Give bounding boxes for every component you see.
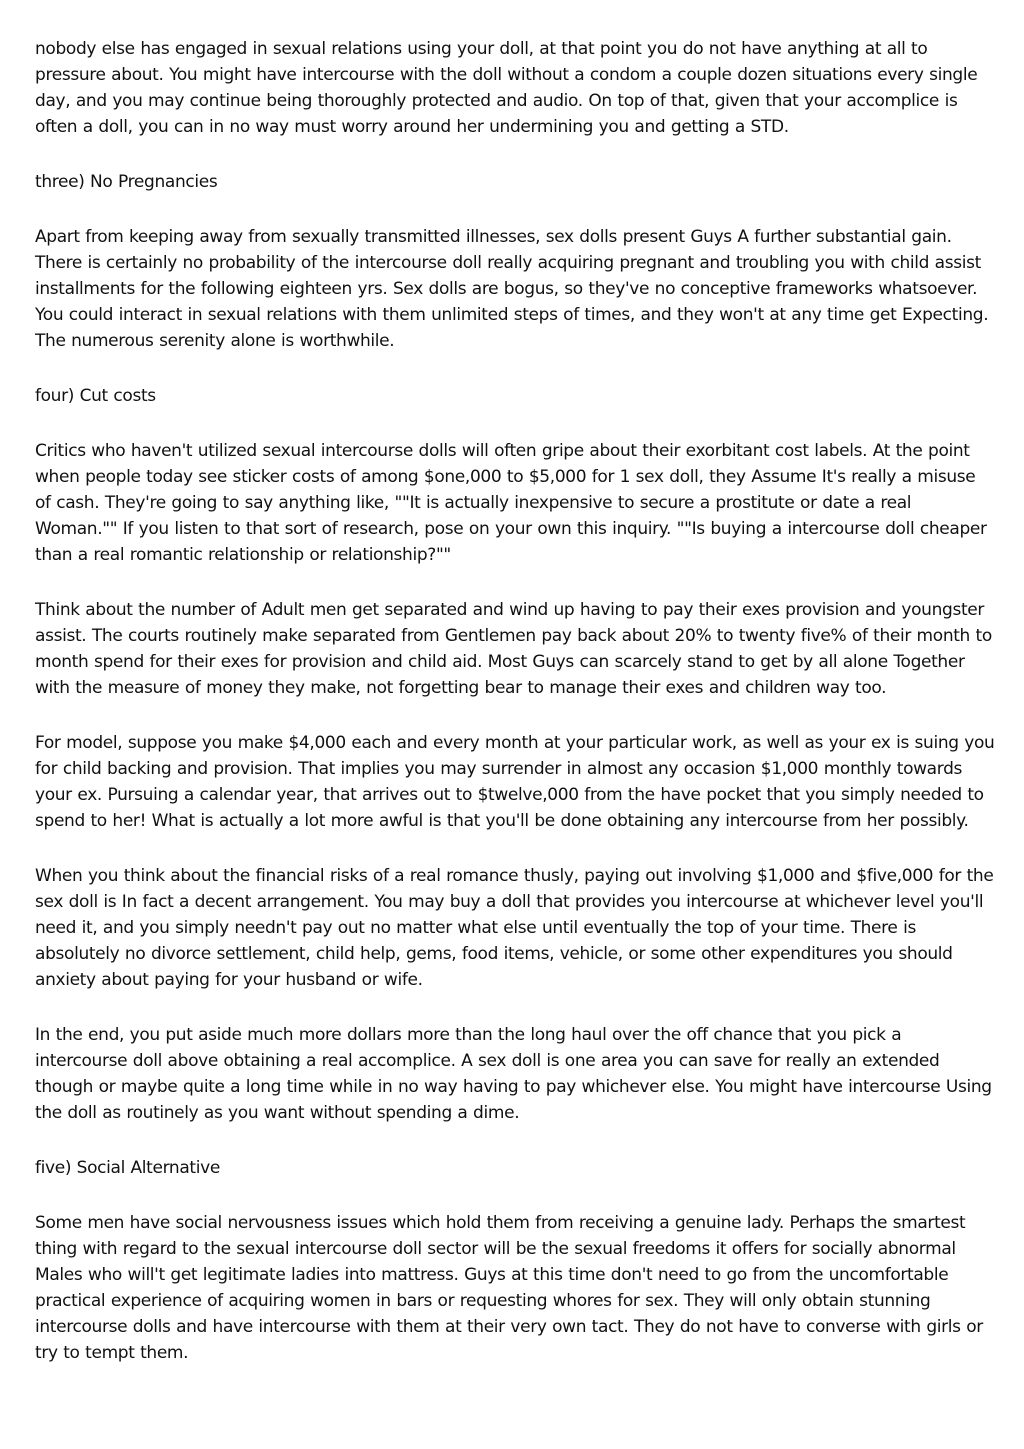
body-paragraph: Apart from keeping away from sexually transmitted illnesses, sex dolls present Guys A further substantial gain. There is certainly no probability of the intercourse doll really acquiring pregnant and troubling you with child assist installments for the following eighteen yrs. Sex dolls are bogus, so they've no conceptive frameworks whatsoever. You could interact in sexual relations with them unlimited steps of times, and they won't at any time get Expecting. The numerous serenity alone is worthwhile.: [35, 227, 989, 351]
section-heading: four) Cut costs: [35, 386, 156, 406]
section-heading: five) Social Alternative: [35, 1158, 220, 1178]
body-paragraph: Some men have social nervousness issues which hold them from receiving a genuine lady. Perhaps the smartest thing with regard to the sexual intercourse doll sector will be the sexual freedoms it offers for socially abnormal Males who will't get legitimate ladies into mattress. Guys at this time don't need to go from the uncomfortable practical experience of acquiring women in bars or requesting whores for sex. They will only obtain stunning intercourse dolls and have intercourse with them at their very own tact. They do not have to converse with girls or try to tempt them.: [35, 1213, 983, 1363]
body-paragraph: When you think about the financial risks of a real romance thusly, paying out involving $1,000 and $five,000 for the sex doll is In fact a decent arrangement. You may buy a doll that provides you intercourse at whichever level you'll need it, and you simply needn't pay out no matter what else until eventually the top of your time. There is absolutely no divorce settlement, child help, gems, food items, vehicle, or some other expenditures you should anxiety about paying for your husband or wife.: [35, 866, 994, 990]
body-paragraph: nobody else has engaged in sexual relations using your doll, at that point you do not have anything at all to pressure about. You might have intercourse with the doll without a condom a couple dozen situations every single day, and you may continue being thoroughly protected and audio. On top of that, given that your accomplice is often a doll, you can in no way must worry around her undermining you and getting a STD.: [35, 39, 978, 137]
body-paragraph: Critics who haven't utilized sexual intercourse dolls will often gripe about their exorbitant cost labels. At the point when people today see sticker costs of among $one,000 to $5,000 for 1 sex doll, they Assume It's really a misuse of cash. They're going to say anything like, ""It is actually inexpensive to secure a prostitute or date a real Woman."" If you listen to that sort of research, pose on your own this inquiry. ""Is buying a intercourse doll cheaper than a real romantic relationship or relationship?"": [35, 441, 987, 565]
body-paragraph: In the end, you put aside much more dollars more than the long haul over the off chance that you pick a intercourse doll above obtaining a real accomplice. A sex doll is one area you can save for really an extended though or maybe quite a long time while in no way having to pay whichever else. You might have intercourse Using the doll as routinely as you want without spending a dime.: [35, 1025, 992, 1123]
section-heading: three) No Pregnancies: [35, 172, 218, 192]
body-paragraph: Think about the number of Adult men get separated and wind up having to pay their exes provision and youngster assist. The courts routinely make separated from Gentlemen pay back about 20% to twenty five% of their month to month spend for their exes for provision and child aid. Most Guys can scarcely stand to get by all alone Together with the measure of money they make, not forgetting bear to manage their exes and children way too.: [35, 600, 992, 698]
body-paragraph: For model, suppose you make $4,000 each and every month at your particular work, as well as your ex is suing you for child backing and provision. That implies you may surrender in almost any occasion $1,000 monthly towards your ex. Pursuing a calendar year, that arrives out to $twelve,000 from the have pocket that you simply needed to spend to her! What is actually a lot more awful is that you'll be done obtaining any intercourse from her possibly.: [35, 733, 995, 831]
document-body: [35, 36, 995, 1395]
